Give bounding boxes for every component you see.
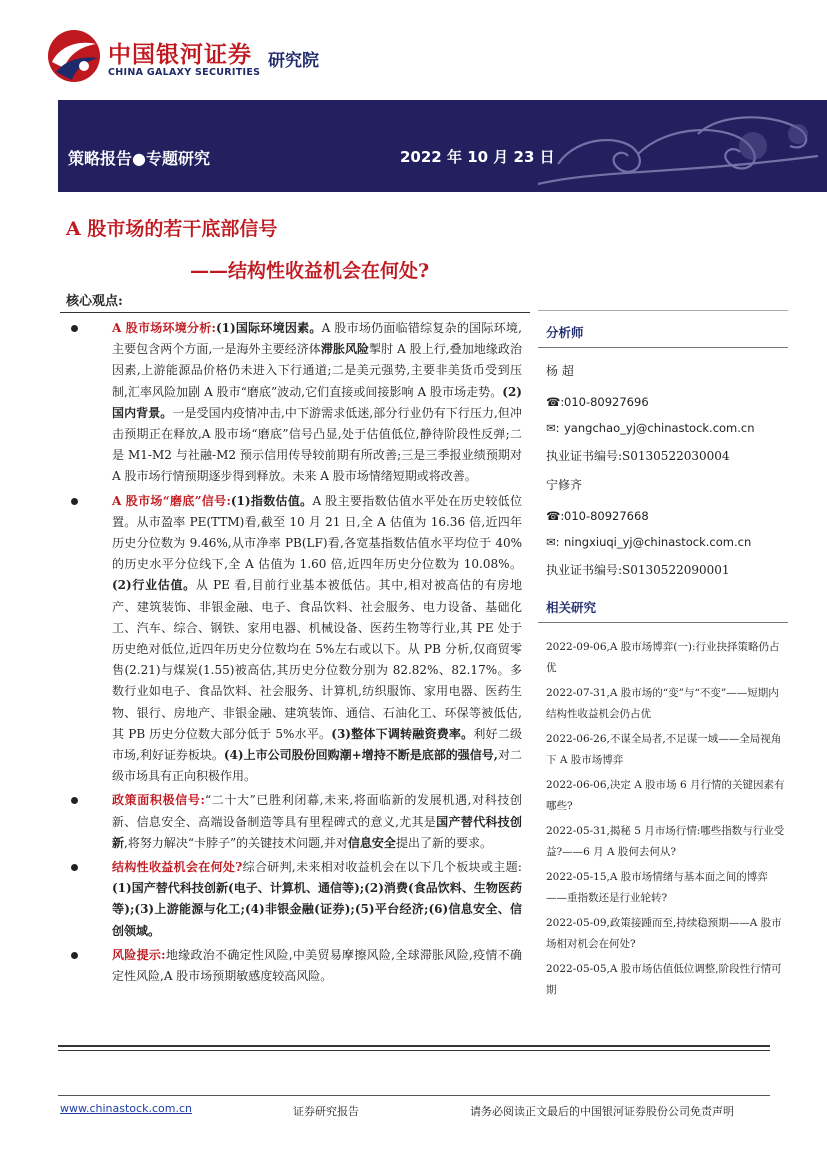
analyst-phone [538,395,788,409]
core-views-label: 核心观点: [66,294,123,309]
bullet-text: (2)国内背景。 [112,384,522,420]
phone-icon: ☎: [546,509,565,523]
phone-number: 010-80927668 [564,509,649,523]
bullet-text: 一是受国内疫情冲击,中下游需求低迷,部分行业仍有下行压力,但冲击预期正在释放,A 股市场“磨底”信号凸显,处于估值低位,静待阶段性反弹;二是 M1-M2 与社融-M2 预示信用传导较前期有所改善;三是三季报业绩预期对 A 股市场行情预期逐步得到释放。未来 A 股市场情绪短期或将改善。 [112,405,522,484]
bullet-text: 从 PE 看,目前行业基本被低估。其中,相对被高估的有房地产、建筑装饰、非银金融、电子、食品饮料、社会服务、电力设备、基础化工、汽车、综合、钢铁、家用电器、机械设备、医药生物等行业,其 PE 处于历史绝对低位,近四年历史分位数均在 5%左右或以下。从 PB 分析,仅商贸零售(2.21)与煤炭(1.55)被高估,其历史分位数分别为 82.82%、82.17%。多数行业如电子、食品饮料、社会服务、计算机,纺织服饰、家用电器、医药生物、银行、房地产、非银金融、建筑装饰、通信、石油化工、环保等被低估,其 PB 历史分位数大部分低于 5%水平。 [112,578,522,741]
analyst-phone [538,509,788,523]
related-research-item[interactable]: 2022-07-31,A 股市场的“变”与“不变”——短期内结构性收益机会仍占优 [546,687,779,720]
related-research-item[interactable]: 2022-06-06,决定 A 股市场 6 月行情的关键因素有哪些? [546,779,785,812]
bullet-market-environment [60,318,522,488]
footer-rule [58,1050,770,1051]
analyst-name: 杨 超 [546,364,574,378]
logo-english-name: CHINA GALAXY SECURITIES [108,67,261,78]
bullet-text: (2)行业估值。 [112,578,196,593]
analyst-cert: 执业证书编号:S0130522030004 [546,449,730,463]
bullet-structural-opportunities [60,857,522,942]
report-subtitle: ——结构性收益机会在何处? [190,260,430,282]
core-views-list [60,318,522,987]
phone-number: 010-80927696 [564,395,649,409]
bullet-bottom-signals [60,491,522,788]
bullet-text: 滞胀风险 [320,342,370,357]
related-research-item[interactable]: 2022-05-05,A 股市场估值低位调整,阶段性行情可期 [546,963,782,996]
email-address[interactable]: yangchao_yj@chinastock.com.cn [564,421,755,435]
galaxy-logo-icon [46,28,102,84]
bullet-heading: A 股市场“磨底”信号: [112,493,231,508]
related-research-item[interactable]: 2022-05-31,揭秘 5 月市场行情:哪些指数与行业受益?——6 月 A 股何去何从? [546,825,785,858]
bullet-text: 信息安全 [347,835,396,850]
bullet-text: (1)国产替代科技创新(电子、计算机、通信等);(2)消费(食品饮料、生物医药等);(3)上游能源与化工;(4)非银金融(证券);(5)平台经济;(6)信息安全、信创领域。 [112,881,522,938]
footer-rule [58,1045,770,1047]
bullet-text: 地缘政治不确定性风险,中美贸易摩擦风险,全球滞胀风险,疫情不确定性风险,A 股市场预期敏感度较高风险。 [112,947,522,984]
analyst-name: 宁修齐 [546,478,583,492]
bullet-text: 利好二级市场,利好证券板块。 [112,726,522,763]
footer-report-label: 证券研究报告 [293,1105,359,1118]
email-address[interactable]: ningxiuqi_yj@chinastock.com.cn [564,535,752,549]
footer-website-link[interactable]: www.chinastock.com.cn [60,1102,192,1115]
related-research-item[interactable]: 2022-05-09,政策接踵而至,持续稳预期——A 股市场相对机会在何处? [546,917,782,950]
related-research-item[interactable]: 2022-05-15,A 股市场情绪与基本面之间的博弈——重指数还是行业轮转? [546,871,768,904]
logo-chinese-name: 中国银河证券 [108,42,252,68]
header-banner [58,100,827,192]
bullet-text: A 股主要指数估值水平处在历史较低位置。从市盈率 PE(TTM)看,截至 10 月 21 日,全 A 估值为 16.36 倍,近四年历史分位数为 9.46%,从市净率 PB(LF)看,各宽基指数估值水平均位于 40%的历史水平分位线下,全 A 估值为 1.60 倍,近四年历史分位数为 10.08%。 [112,493,522,572]
bullet-dot-icon [71,864,78,871]
bullet-policy-signals [60,790,522,854]
bullet-text: A 股市场仍面临错综复杂的国际环境,主要包含两个方面,一是海外主要经济体 [112,321,522,357]
related-research-heading: 相关研究 [538,594,788,623]
report-date: 2022 年 10 月 23 日 [400,148,555,166]
footer-rule [58,1095,770,1096]
related-research-item[interactable]: 2022-06-26,不谋全局者,不足谋一域——全局视角下 A 股市场博弈 [546,733,782,766]
bullet-dot-icon [71,797,78,804]
institute-name: 研究院 [268,51,319,71]
bullet-risk-warning [60,945,522,987]
core-divider [60,312,530,313]
bullet-dot-icon [71,498,78,505]
bullet-text: 掣肘 A 股上行,叠加地缘政治因素,上游能源品价格仍未进入下行通道;二是美元强势,主要非美货币受到压制,汇率风险加剧 A 股市“磨底”波动,它们直接或间接影响 A 股市场走势。 [112,342,522,399]
analyst-cert: 执业证书编号:S0130522090001 [546,563,730,577]
bullet-text: 国产替代科技创新 [112,814,522,850]
email-icon: ✉: [546,421,560,435]
bullet-text: (1)国际环境因素。 [215,321,322,335]
bullet-text: “二十大”已胜利闭幕,未来,将面临新的发展机遇,对科技创新、信息安全、高端设备制造等具有里程碑式的意义,尤其是 [112,793,522,829]
bullet-heading: A 股市场环境分析: [112,321,216,335]
bullet-heading: 政策面积极信号: [112,793,205,808]
bullet-text: ,将努力解决“卡脖子”的关键技术问题,并对 [124,835,348,850]
bullet-dot-icon [71,325,78,332]
report-type: 策略报告●专题研究 [68,149,210,168]
cloud-pattern-icon [518,104,827,192]
phone-icon: ☎: [546,395,565,409]
report-title: A 股市场的若干底部信号 [66,218,278,240]
sidebar [538,310,788,1005]
bullet-text: 对二级市场具有正向积极作用。 [112,748,522,784]
bullet-heading: 风险提示: [112,947,166,962]
footer-disclaimer: 请务必阅读正文最后的中国银河证券股份公司免责声明 [470,1105,734,1118]
bullet-text: (1)指数估值。 [230,493,313,508]
related-research-item[interactable]: 2022-09-06,A 股市场博弈(一):行业抉择策略仍占优 [546,641,780,674]
bullet-dot-icon [71,952,78,959]
analyst-email[interactable] [538,535,788,549]
bullet-text: (3)整体下调转融资费率。 [331,726,474,741]
email-icon: ✉: [546,535,560,549]
analyst-heading: 分析师 [538,310,788,348]
banner-underline [58,172,458,178]
bullet-text: 综合研判,未来相对收益机会在以下几个板块或主题: [242,860,522,875]
bullet-text: (4)上市公司股份回购潮+增持不断是底部的强信号, [223,748,498,763]
bullet-text: 提出了新的要求。 [395,835,492,850]
bullet-heading: 结构性收益机会在何处? [112,860,243,875]
analyst-email[interactable] [538,421,788,435]
